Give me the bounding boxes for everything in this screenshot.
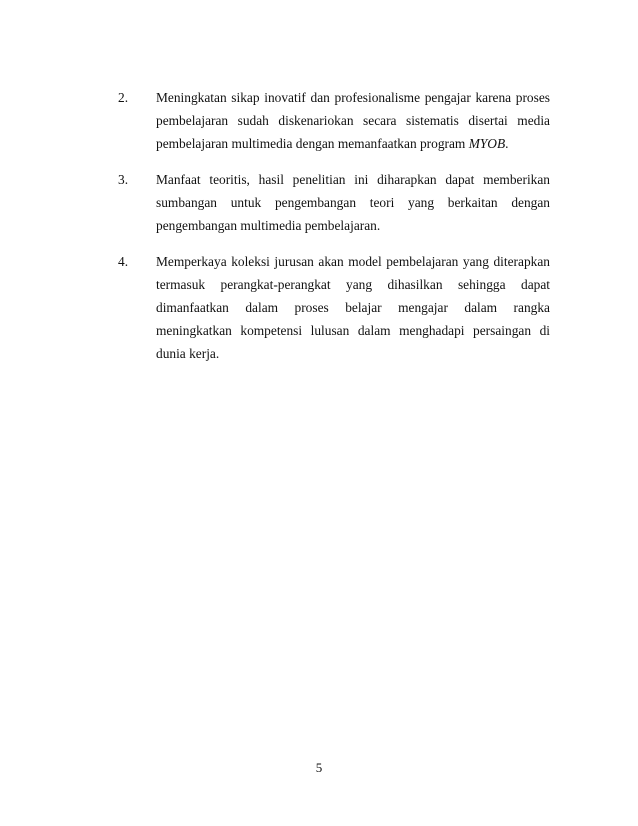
list-item-text: Memperkaya koleksi jurusan akan model pembelajaran yang diterapkan termasuk perangkat-perangkat yang dihasilkan sehingga dapat dimanfaatkan dalam proses belajar mengajar dalam rangka meningkatkan kompetensi lulusan dalam menghadapi persaingan di dunia kerja. [156, 254, 550, 361]
list-item-number: 4. [118, 254, 129, 269]
list-item-number: 3. [118, 172, 129, 187]
list-item-3 [118, 168, 550, 237]
list-item-number: 2. [118, 90, 129, 105]
list-item-text: Manfaat teoritis, hasil penelitian ini diharapkan dapat memberikan sumbangan untuk pengembangan teori yang berkaitan dengan pengembangan multimedia pembelajaran. [156, 172, 550, 233]
page-number: 5 [315, 760, 323, 775]
numbered-list [118, 86, 550, 378]
emphasis-text: MYOB [468, 136, 506, 151]
list-item-text [156, 86, 550, 155]
list-item-text-end: . [505, 136, 509, 151]
list-item-4 [118, 250, 550, 365]
list-item-2 [118, 86, 550, 155]
list-item-text-main: Meningkatan sikap inovatif dan profesionalisme pengajar karena proses pembelajaran sudah diskenariokan secara sistematis disertai media pembelajaran multimedia dengan memanfaatkan program [156, 90, 550, 151]
